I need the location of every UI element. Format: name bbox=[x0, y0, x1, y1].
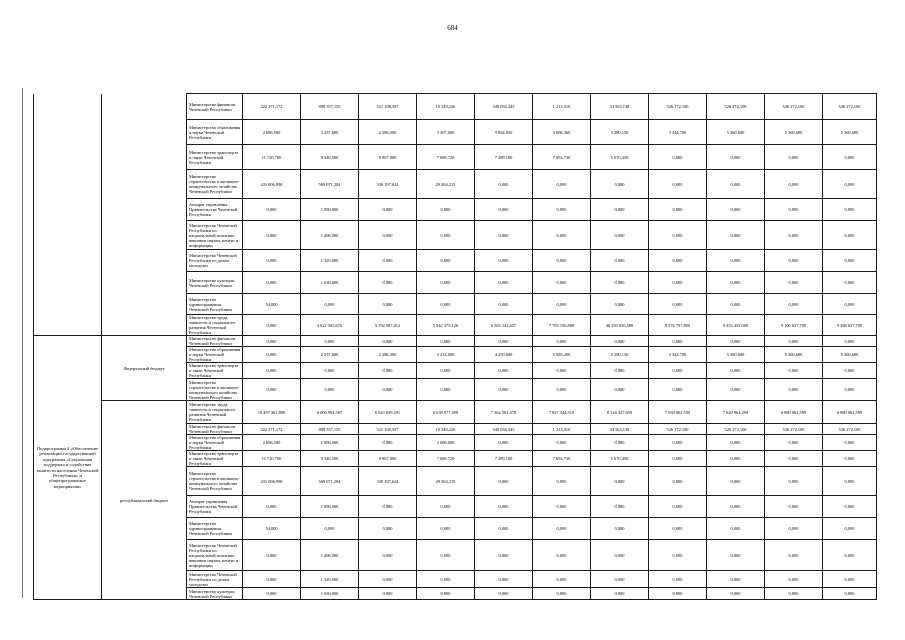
org-name: Министерство строительства и жилищно-коммунального хозяйства Чеченской Республики bbox=[187, 467, 243, 496]
value-cell: 0,000 bbox=[475, 221, 533, 250]
value-cell: 0,000 bbox=[243, 272, 301, 294]
source-federal: Федеральный бюджет bbox=[102, 336, 187, 401]
value-cell: 0,000 bbox=[533, 170, 591, 199]
org-name: Министерство культуры Чеченской Республики bbox=[187, 272, 243, 294]
value-cell: 5 360,600 bbox=[765, 120, 823, 145]
value-cell: 0,000 bbox=[823, 518, 877, 540]
value-cell: 0,000 bbox=[765, 518, 823, 540]
value-cell: 0,000 bbox=[243, 347, 301, 363]
value-cell: 9 453 452,000 bbox=[707, 315, 765, 336]
value-cell: 0,000 bbox=[301, 294, 359, 315]
value-cell: 0,000 bbox=[475, 518, 533, 540]
value-cell: 0,000 bbox=[533, 496, 591, 518]
org-name: Министерство образования и науки Чеченской Республики bbox=[187, 347, 243, 363]
value-cell: 0,000 bbox=[475, 588, 533, 600]
value-cell: 526 172,100 bbox=[649, 424, 707, 435]
org-name: Министерство Чеченской Республики по национальной политике, внешним связям, печати и информации bbox=[187, 540, 243, 571]
value-cell: 5 360,600 bbox=[823, 120, 877, 145]
value-cell: 0,000 bbox=[591, 363, 649, 379]
value-cell: 0,000 bbox=[243, 250, 301, 272]
value-cell: 5 360,600 bbox=[707, 120, 765, 145]
value-cell: 0,000 bbox=[533, 435, 591, 451]
value-cell: 0,000 bbox=[533, 379, 591, 401]
value-cell: 2 006,000 bbox=[417, 435, 475, 451]
org-name: Аппарат управления Правительства Чеченской Республики bbox=[187, 496, 243, 518]
value-cell: 1 630,000 bbox=[301, 272, 359, 294]
value-cell: 0,000 bbox=[591, 467, 649, 496]
value-cell: 0,000 bbox=[359, 588, 417, 600]
value-cell: 0,000 bbox=[649, 199, 707, 221]
value-cell: 0,000 bbox=[475, 496, 533, 518]
value-cell: 10 549,226 bbox=[417, 94, 475, 120]
value-cell: 54,000 bbox=[243, 294, 301, 315]
value-cell: 1 320,000 bbox=[301, 571, 359, 588]
org-name: Министерство образования и науки Чеченской Республики bbox=[187, 435, 243, 451]
value-cell: 6 980 062,599 bbox=[823, 401, 877, 424]
value-cell: 7 289,100 bbox=[475, 451, 533, 467]
value-cell: 0,000 bbox=[649, 540, 707, 571]
value-cell: 0,000 bbox=[707, 379, 765, 401]
value-cell: 0,000 bbox=[765, 467, 823, 496]
value-cell: 0,000 bbox=[649, 379, 707, 401]
value-cell: 0,000 bbox=[649, 145, 707, 170]
value-cell: 5 280,130 bbox=[591, 347, 649, 363]
value-cell: 0,000 bbox=[591, 496, 649, 518]
org-name: Министерство Чеченской Республики по делам молодежи bbox=[187, 250, 243, 272]
value-cell: 0,000 bbox=[533, 221, 591, 250]
value-cell: 0,000 bbox=[649, 221, 707, 250]
value-cell: 29 304,215 bbox=[417, 170, 475, 199]
org-name: Министерство Чеченской Республики по делам молодежи bbox=[187, 571, 243, 588]
value-cell: 0,000 bbox=[359, 250, 417, 272]
value-cell: 0,000 bbox=[649, 518, 707, 540]
program-cell-top bbox=[34, 94, 102, 336]
value-cell: 0,000 bbox=[765, 379, 823, 401]
value-cell: 0,000 bbox=[707, 272, 765, 294]
table-row bbox=[34, 401, 877, 424]
value-cell: 889 557,155 bbox=[301, 94, 359, 120]
value-cell: 0,000 bbox=[417, 496, 475, 518]
value-cell: 0,000 bbox=[243, 363, 301, 379]
value-cell: 0,000 bbox=[533, 336, 591, 347]
value-cell: 0,000 bbox=[533, 250, 591, 272]
value-cell: 0,000 bbox=[533, 272, 591, 294]
value-cell: 0,000 bbox=[707, 540, 765, 571]
value-cell: 5 344,700 bbox=[649, 347, 707, 363]
value-cell: 1 213,310 bbox=[533, 94, 591, 120]
value-cell: 0,000 bbox=[707, 145, 765, 170]
value-cell: 0,000 bbox=[707, 199, 765, 221]
value-cell: 0,000 bbox=[823, 588, 877, 600]
value-cell: 330 197,624 bbox=[359, 170, 417, 199]
value-cell: 1 000,000 bbox=[301, 435, 359, 451]
value-cell: 0,000 bbox=[359, 363, 417, 379]
value-cell: 29 304,215 bbox=[417, 467, 475, 496]
org-name: Министерство финансов Чеченской Республики bbox=[187, 336, 243, 347]
value-cell: 1 406,000 bbox=[301, 221, 359, 250]
value-cell: 7 689,720 bbox=[417, 145, 475, 170]
value-cell: 0,000 bbox=[765, 571, 823, 588]
value-cell: 526 272,100 bbox=[765, 94, 823, 120]
value-cell: 5 307,000 bbox=[417, 120, 475, 145]
value-cell: 0,000 bbox=[417, 250, 475, 272]
value-cell: 0,000 bbox=[765, 272, 823, 294]
value-cell: 0,000 bbox=[591, 294, 649, 315]
value-cell: 322 271,172 bbox=[243, 424, 301, 435]
value-cell: 0,000 bbox=[707, 467, 765, 496]
value-cell: 0,000 bbox=[475, 540, 533, 571]
value-cell: 0,000 bbox=[765, 336, 823, 347]
value-cell: 34 563,138 bbox=[591, 94, 649, 120]
value-cell: 5 280,130 bbox=[591, 120, 649, 145]
value-cell: 0,000 bbox=[243, 315, 301, 336]
value-cell: 0,000 bbox=[533, 467, 591, 496]
value-cell: 0,000 bbox=[591, 250, 649, 272]
value-cell: 6 980 062,599 bbox=[765, 401, 823, 424]
value-cell: 0,000 bbox=[359, 221, 417, 250]
value-cell: 431 006,998 bbox=[243, 467, 301, 496]
value-cell: 1 406,000 bbox=[301, 540, 359, 571]
value-cell: 0,000 bbox=[823, 221, 877, 250]
org-name: Министерство транспорта и связи Чеченской Республики bbox=[187, 451, 243, 467]
value-cell: 9 867,000 bbox=[359, 145, 417, 170]
org-name: Министерство здравоохранения Чеченской Республики bbox=[187, 518, 243, 540]
value-cell: 0,000 bbox=[823, 294, 877, 315]
value-cell: 2 686,500 bbox=[243, 120, 301, 145]
value-cell: 0,000 bbox=[823, 145, 877, 170]
value-cell: 5 192 587,412 bbox=[359, 315, 417, 336]
value-cell: 0,000 bbox=[243, 496, 301, 518]
value-cell: 526 272,100 bbox=[765, 424, 823, 435]
value-cell: 0,000 bbox=[649, 294, 707, 315]
value-cell: 11 720,700 bbox=[243, 145, 301, 170]
value-cell: 0,000 bbox=[475, 363, 533, 379]
value-cell: 0,000 bbox=[591, 272, 649, 294]
value-cell: 0,000 bbox=[823, 496, 877, 518]
value-cell: 7 620 962,299 bbox=[707, 401, 765, 424]
value-cell: 0,000 bbox=[533, 294, 591, 315]
value-cell: 0,000 bbox=[765, 221, 823, 250]
value-cell: 0,000 bbox=[649, 363, 707, 379]
value-cell: 0,000 bbox=[591, 518, 649, 540]
value-cell: 0,000 bbox=[243, 199, 301, 221]
value-cell: 349 036,345 bbox=[475, 94, 533, 120]
value-cell: 0,000 bbox=[533, 571, 591, 588]
value-cell: 0,000 bbox=[417, 199, 475, 221]
value-cell: 0,000 bbox=[591, 571, 649, 588]
org-name: Министерство труда, занятости и социального развития Чеченской Республики bbox=[187, 401, 243, 424]
value-cell: 0,000 bbox=[765, 250, 823, 272]
value-cell: 0,000 bbox=[475, 170, 533, 199]
budget-table bbox=[33, 93, 877, 600]
value-cell: 0,000 bbox=[649, 467, 707, 496]
value-cell: 6 565 142,657 bbox=[475, 315, 533, 336]
value-cell: 10 497 361,800 bbox=[243, 401, 301, 424]
value-cell: 0,000 bbox=[707, 294, 765, 315]
value-cell: 5 942 375,126 bbox=[417, 315, 475, 336]
value-cell: 889 557,155 bbox=[301, 424, 359, 435]
value-cell: 526 172,100 bbox=[649, 94, 707, 120]
value-cell: 0,000 bbox=[417, 363, 475, 379]
value-cell: 7 783 156,808 bbox=[533, 315, 591, 336]
page-number: 684 bbox=[447, 24, 458, 32]
value-cell: 2 557,600 bbox=[301, 347, 359, 363]
value-cell: 1 213,310 bbox=[533, 424, 591, 435]
value-cell: 0,000 bbox=[765, 294, 823, 315]
value-cell: 0,000 bbox=[301, 363, 359, 379]
value-cell: 0,000 bbox=[243, 221, 301, 250]
value-cell: 0,000 bbox=[707, 250, 765, 272]
value-cell: 0,000 bbox=[475, 467, 533, 496]
value-cell: 0,000 bbox=[475, 250, 533, 272]
program-label: Подпрограмма 4 «Обеспечение реализации государственной программы «Социальная поддержка и содействие занятости населения Чеченской Республики» и общепрограммные мероприятия» bbox=[34, 336, 102, 600]
value-cell: 0,000 bbox=[823, 540, 877, 571]
value-cell: 0,000 bbox=[707, 170, 765, 199]
value-cell: 0,000 bbox=[359, 496, 417, 518]
value-cell: 526 272,100 bbox=[707, 424, 765, 435]
value-cell: 0,000 bbox=[765, 145, 823, 170]
value-cell: 7 689,720 bbox=[417, 451, 475, 467]
org-name: Министерство транспорта и связи Чеченской Республики bbox=[187, 363, 243, 379]
value-cell: 0,000 bbox=[301, 518, 359, 540]
value-cell: 11 720,700 bbox=[243, 451, 301, 467]
org-name: Министерство здравоохранения Чеченской Республики bbox=[187, 294, 243, 315]
value-cell: 0,000 bbox=[823, 451, 877, 467]
value-cell: 9 576 797,800 bbox=[649, 315, 707, 336]
value-cell: 7 030 062,590 bbox=[649, 401, 707, 424]
value-cell: 5 360,600 bbox=[707, 347, 765, 363]
value-cell: 9 386 637,700 bbox=[823, 315, 877, 336]
value-cell: 1 320,000 bbox=[301, 250, 359, 272]
value-cell: 0,000 bbox=[707, 571, 765, 588]
value-cell: 0,000 bbox=[475, 336, 533, 347]
value-cell: 0,000 bbox=[707, 518, 765, 540]
value-cell: 1 630,000 bbox=[301, 588, 359, 600]
source-republic: республиканский бюджет bbox=[102, 401, 187, 600]
value-cell: 5 360,600 bbox=[823, 347, 877, 363]
value-cell: 0,000 bbox=[707, 336, 765, 347]
value-cell: 0,000 bbox=[475, 272, 533, 294]
value-cell: 0,000 bbox=[707, 363, 765, 379]
value-cell: 0,000 bbox=[591, 435, 649, 451]
value-cell: 0,000 bbox=[765, 170, 823, 199]
value-cell: 9 106 637,700 bbox=[765, 315, 823, 336]
value-cell: 0,000 bbox=[649, 250, 707, 272]
value-cell: 5 344,700 bbox=[649, 120, 707, 145]
value-cell: 7 362 581,478 bbox=[475, 401, 533, 424]
value-cell: 7 692,730 bbox=[533, 145, 591, 170]
value-cell: 8 124 327,659 bbox=[591, 401, 649, 424]
value-cell: 2 286,300 bbox=[359, 120, 417, 145]
value-cell: 0,000 bbox=[823, 363, 877, 379]
value-cell: 0,000 bbox=[417, 540, 475, 571]
value-cell: 0,000 bbox=[823, 250, 877, 272]
value-cell: 0,000 bbox=[243, 540, 301, 571]
value-cell: 0,000 bbox=[591, 588, 649, 600]
value-cell: 0,000 bbox=[533, 199, 591, 221]
org-name: Министерство транспорта и связи Чеченской Республики bbox=[187, 145, 243, 170]
value-cell: 0,000 bbox=[417, 588, 475, 600]
value-cell: 6 643 659,291 bbox=[359, 401, 417, 424]
value-cell: 0,000 bbox=[823, 571, 877, 588]
org-name: Министерство финансов Чеченской Республики bbox=[187, 94, 243, 120]
value-cell: 526 272,100 bbox=[823, 424, 877, 435]
value-cell: 5 214,000 bbox=[417, 347, 475, 363]
value-cell: 0,000 bbox=[475, 379, 533, 401]
value-cell: 1 890,000 bbox=[301, 496, 359, 518]
value-cell: 0,000 bbox=[533, 518, 591, 540]
value-cell: 526 272,100 bbox=[823, 94, 877, 120]
value-cell: 0,000 bbox=[591, 379, 649, 401]
value-cell: 3 006,360 bbox=[533, 120, 591, 145]
value-cell: 521 108,587 bbox=[359, 424, 417, 435]
value-cell: 0,000 bbox=[359, 518, 417, 540]
value-cell: 0,000 bbox=[359, 540, 417, 571]
value-cell: 0,000 bbox=[359, 379, 417, 401]
value-cell: 0,000 bbox=[533, 588, 591, 600]
value-cell: 0,000 bbox=[707, 451, 765, 467]
value-cell: 2 686,500 bbox=[243, 435, 301, 451]
value-cell: 431 006,998 bbox=[243, 170, 301, 199]
value-cell: 0,000 bbox=[417, 336, 475, 347]
value-cell: 0,000 bbox=[417, 379, 475, 401]
value-cell: 0,000 bbox=[475, 199, 533, 221]
value-cell: 0,000 bbox=[475, 294, 533, 315]
org-name: Аппарат управления Правительства Чеченской Республики bbox=[187, 199, 243, 221]
value-cell: 5 670,450 bbox=[591, 451, 649, 467]
value-cell: 0,000 bbox=[823, 379, 877, 401]
value-cell: 0,000 bbox=[417, 221, 475, 250]
value-cell: 0,000 bbox=[243, 336, 301, 347]
value-cell: 34 563,138 bbox=[591, 424, 649, 435]
value-cell: 0,000 bbox=[649, 170, 707, 199]
value-cell: 0,000 bbox=[359, 294, 417, 315]
value-cell: 0,000 bbox=[823, 435, 877, 451]
value-cell: 0,000 bbox=[823, 272, 877, 294]
value-cell: 0,000 bbox=[707, 588, 765, 600]
value-cell: 0,000 bbox=[591, 336, 649, 347]
value-cell: 0,000 bbox=[707, 221, 765, 250]
table-row bbox=[34, 336, 877, 347]
value-cell: 7 289,100 bbox=[475, 145, 533, 170]
value-cell: 0,000 bbox=[591, 540, 649, 571]
value-cell: 0,000 bbox=[823, 199, 877, 221]
value-cell: 9 346,500 bbox=[301, 451, 359, 467]
value-cell: 569 071,284 bbox=[301, 170, 359, 199]
value-cell: 6 638 977,498 bbox=[417, 401, 475, 424]
value-cell: 0,000 bbox=[823, 170, 877, 199]
value-cell: 0,000 bbox=[649, 588, 707, 600]
org-name: Министерство образования и науки Чеченской Республики bbox=[187, 120, 243, 145]
value-cell: 5 670,450 bbox=[591, 145, 649, 170]
value-cell: 0,000 bbox=[591, 199, 649, 221]
value-cell: 0,000 bbox=[417, 272, 475, 294]
value-cell: 4 259,600 bbox=[475, 347, 533, 363]
value-cell: 7 692,730 bbox=[533, 451, 591, 467]
value-cell: 526 272,100 bbox=[707, 94, 765, 120]
value-cell: 0,000 bbox=[301, 336, 359, 347]
value-cell: 0,000 bbox=[707, 435, 765, 451]
value-cell: 0,000 bbox=[765, 588, 823, 600]
value-cell: 322 271,172 bbox=[243, 94, 301, 120]
value-cell: 0,000 bbox=[533, 540, 591, 571]
value-cell: 6 006 994,507 bbox=[301, 401, 359, 424]
value-cell: 0,000 bbox=[359, 199, 417, 221]
value-cell: 569 071,284 bbox=[301, 467, 359, 496]
value-cell: 0,000 bbox=[649, 451, 707, 467]
value-cell: 0,000 bbox=[823, 336, 877, 347]
value-cell: 0,000 bbox=[475, 571, 533, 588]
value-cell: 3 257,600 bbox=[301, 120, 359, 145]
value-cell: 46 293 036,580 bbox=[591, 315, 649, 336]
value-cell: 0,000 bbox=[765, 363, 823, 379]
margin-rule bbox=[22, 88, 23, 598]
org-name: Министерство финансов Чеченской Республики bbox=[187, 424, 243, 435]
value-cell: 0,000 bbox=[649, 496, 707, 518]
value-cell: 5 085,200 bbox=[533, 347, 591, 363]
org-name: Министерство культуры Чеченской Республики bbox=[187, 588, 243, 600]
org-name: Министерство труда, занятости и социального развития Чеченской Республики bbox=[187, 315, 243, 336]
value-cell: 0,000 bbox=[765, 496, 823, 518]
value-cell: 0,000 bbox=[417, 571, 475, 588]
value-cell: 1 890,000 bbox=[301, 199, 359, 221]
value-cell: 0,000 bbox=[591, 221, 649, 250]
value-cell: 0,000 bbox=[359, 571, 417, 588]
source-cell-top bbox=[102, 94, 187, 336]
value-cell: 0,000 bbox=[243, 571, 301, 588]
value-cell: 0,000 bbox=[359, 272, 417, 294]
value-cell: 0,000 bbox=[707, 496, 765, 518]
value-cell: 0,000 bbox=[823, 467, 877, 496]
org-name: Министерство строительства и жилищно-коммунального хозяйства Чеченской Республики bbox=[187, 170, 243, 199]
value-cell: 0,000 bbox=[301, 379, 359, 401]
value-cell: 54,000 bbox=[243, 518, 301, 540]
value-cell: 0,000 bbox=[359, 336, 417, 347]
value-cell: 9 346,500 bbox=[301, 145, 359, 170]
value-cell: 0,000 bbox=[765, 540, 823, 571]
org-name: Министерство Чеченской Республики по национальной политике, внешним связям, печати и информации bbox=[187, 221, 243, 250]
value-cell: 10 549,226 bbox=[417, 424, 475, 435]
value-cell: 0,000 bbox=[765, 199, 823, 221]
value-cell: 0,000 bbox=[649, 435, 707, 451]
value-cell: 0,000 bbox=[243, 588, 301, 600]
value-cell: 0,000 bbox=[765, 435, 823, 451]
value-cell: 5 360,600 bbox=[765, 347, 823, 363]
value-cell: 0,000 bbox=[417, 294, 475, 315]
value-cell: 0,000 bbox=[649, 336, 707, 347]
org-name: Министерство строительства и жилищно-коммунального хозяйства Чеченской Республики bbox=[187, 379, 243, 401]
value-cell: 349 036,345 bbox=[475, 424, 533, 435]
value-cell: 0,000 bbox=[475, 435, 533, 451]
value-cell: 330 197,624 bbox=[359, 467, 417, 496]
value-cell: 0,000 bbox=[533, 363, 591, 379]
value-cell: 7 827 344,510 bbox=[533, 401, 591, 424]
value-cell: 0,000 bbox=[243, 379, 301, 401]
value-cell: 0,000 bbox=[649, 272, 707, 294]
value-cell: 9 064,850 bbox=[475, 120, 533, 145]
table-row bbox=[34, 94, 877, 120]
value-cell: 2 286,300 bbox=[359, 347, 417, 363]
value-cell: 9 867,000 bbox=[359, 451, 417, 467]
value-cell: 0,000 bbox=[359, 435, 417, 451]
value-cell: 521 108,587 bbox=[359, 94, 417, 120]
value-cell: 0,000 bbox=[591, 170, 649, 199]
value-cell: 0,000 bbox=[417, 518, 475, 540]
value-cell: 0,000 bbox=[649, 571, 707, 588]
value-cell: 4 622 505,676 bbox=[301, 315, 359, 336]
value-cell: 0,000 bbox=[765, 451, 823, 467]
